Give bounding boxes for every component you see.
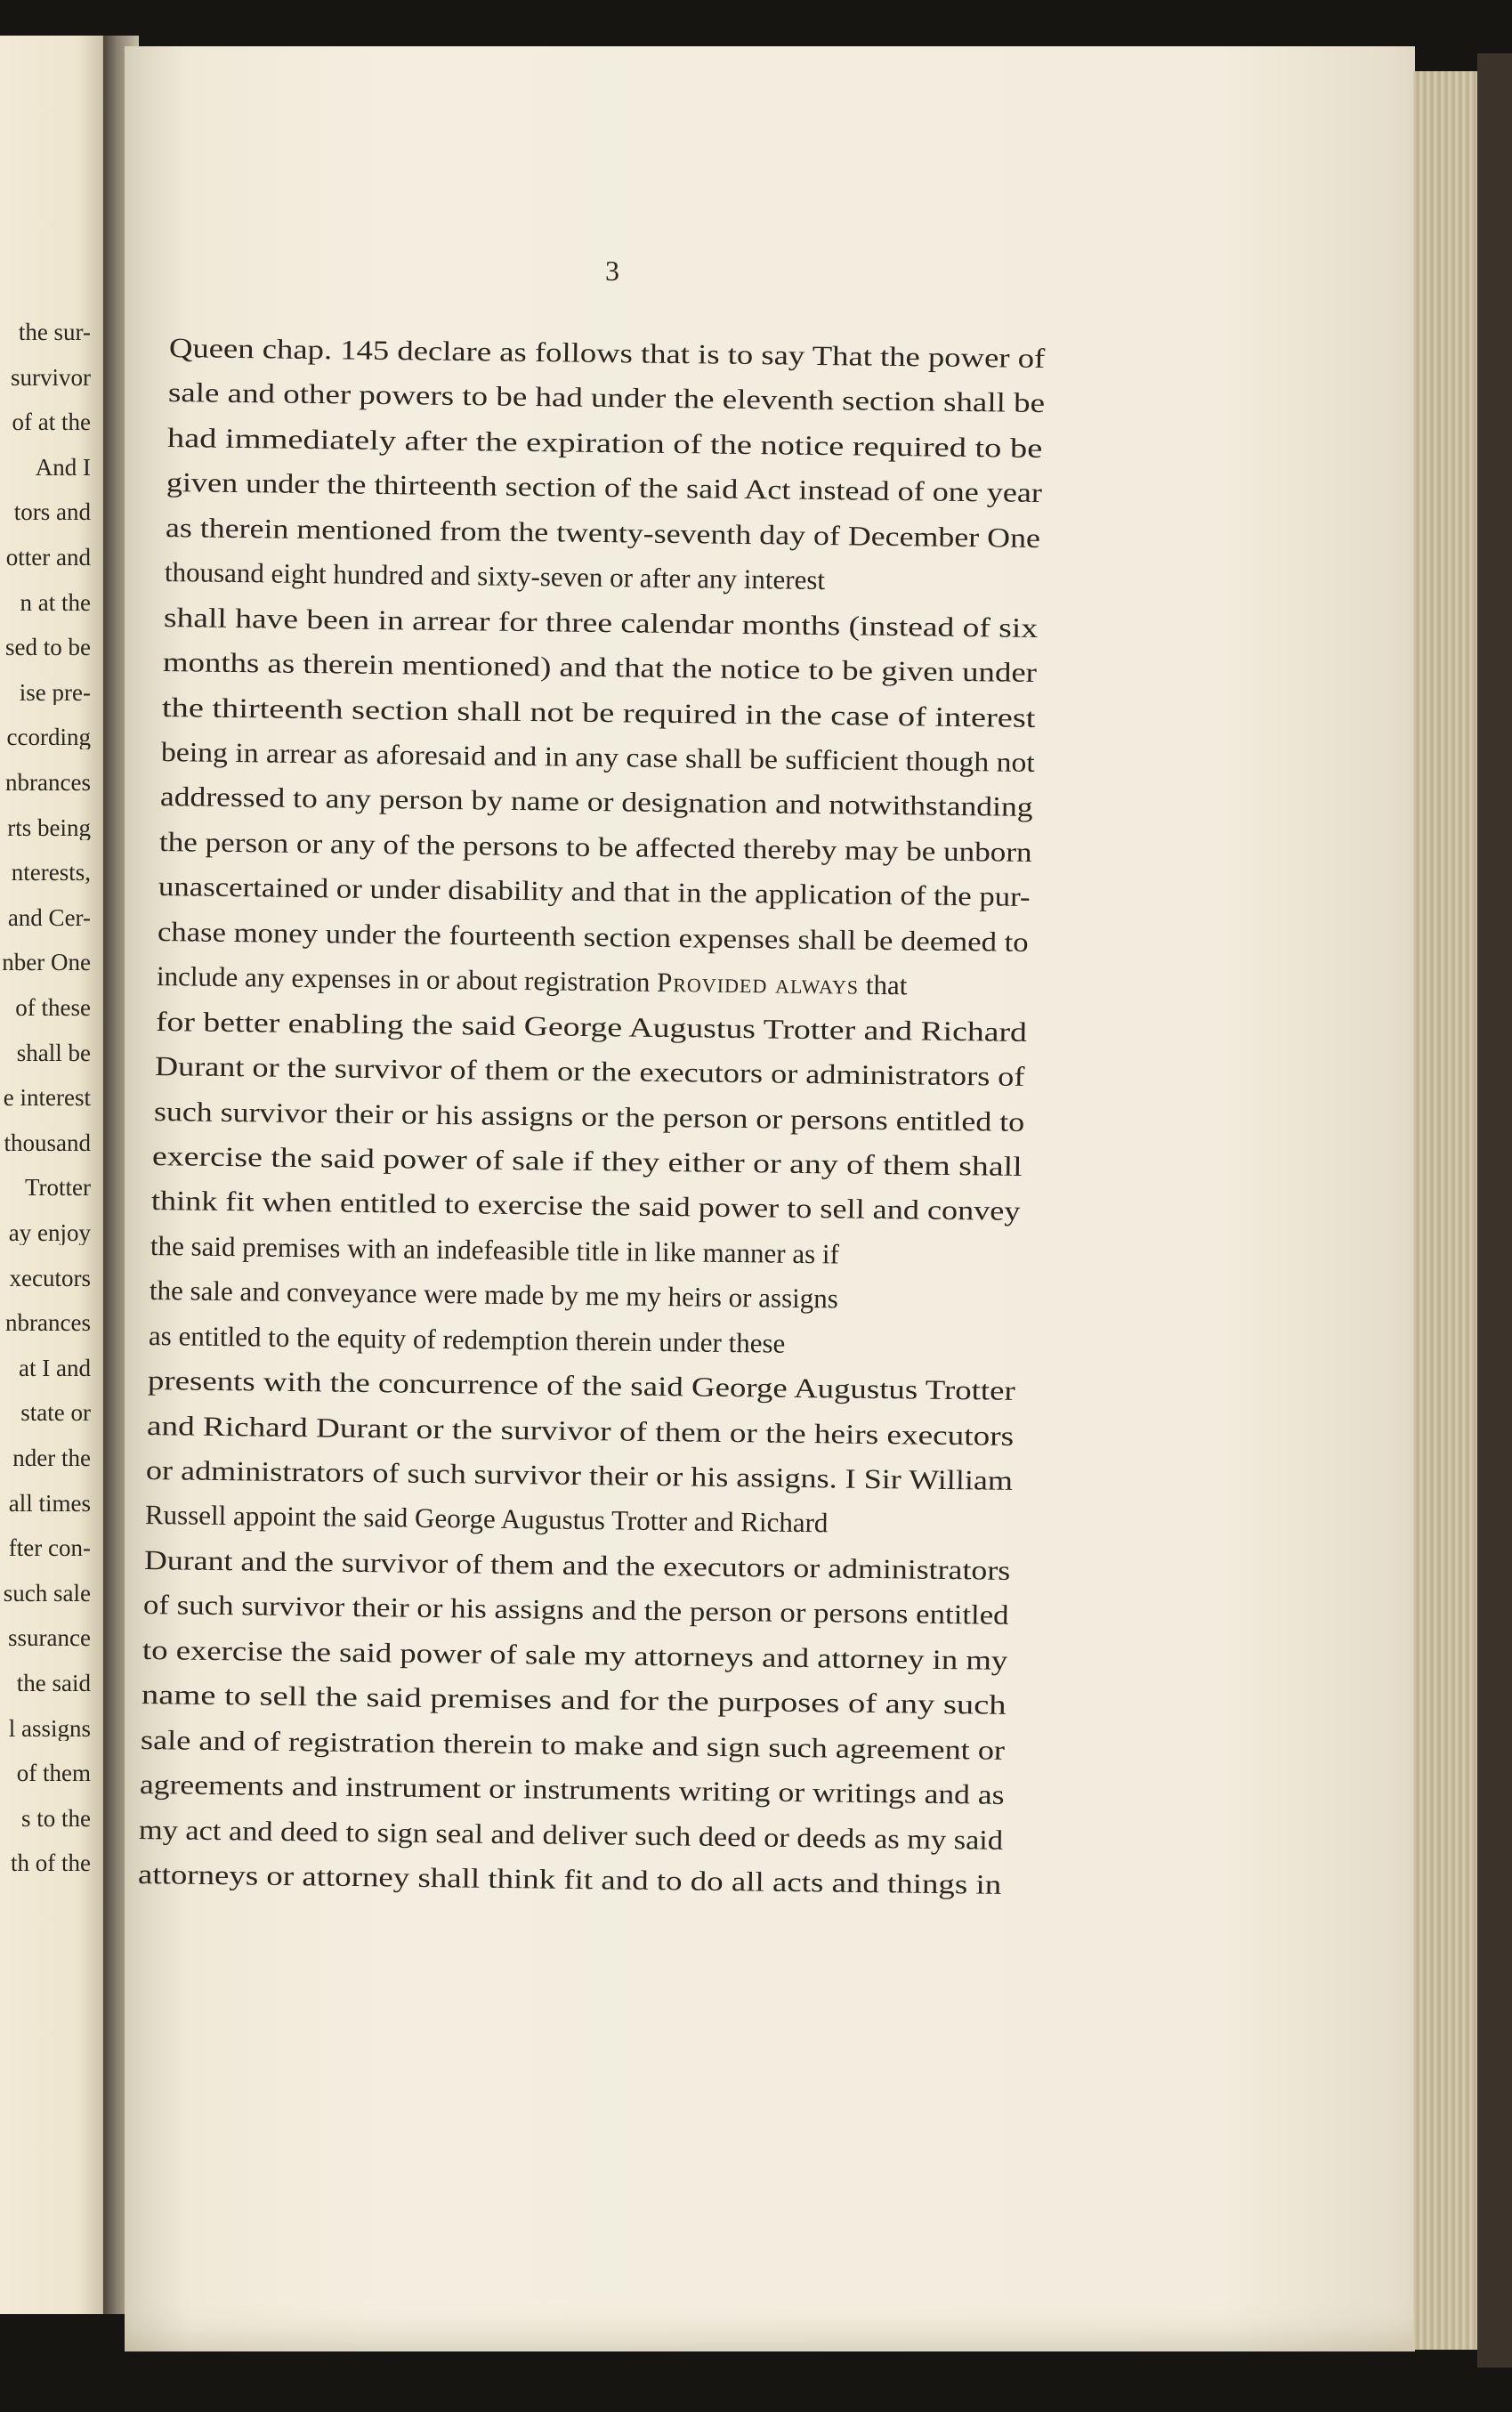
text-line-content: such survivor their or his assigns or the person or persons entitled to <box>153 1095 1024 1137</box>
left-page-line: sed to be <box>5 635 91 660</box>
left-page-line: rts being <box>7 815 91 840</box>
left-page-line: otter and <box>5 546 91 570</box>
text-line-content: Durant or the survivor of them or the executors or administrators of <box>154 1050 1025 1092</box>
left-page-line: such sale <box>3 1581 91 1606</box>
page-number: 3 <box>605 255 619 287</box>
text-line-content: Durant and the survivor of them and the executors or administrators <box>143 1543 1011 1586</box>
text-line-content: had immediately after the expiration of the notice required to be <box>166 421 1043 464</box>
left-page-line: fter con- <box>8 1536 91 1561</box>
text-line-content: unascertained or under disability and that in the application of the pur- <box>158 870 1031 913</box>
text-line-content: include any expenses in or about registration <box>156 960 651 998</box>
text-line-content: as entitled to the equity of redemption therein under these <box>149 1319 786 1359</box>
text-line-content: think fit when entitled to exercise the said power to sell and convey <box>151 1185 1022 1227</box>
text-line-content: agreements and instrument or instruments writing or writings and as <box>139 1769 1005 1810</box>
text-line-content: being in arrear as aforesaid and in any case shall be sufficient though not <box>160 735 1035 778</box>
text-line-content: addressed to any person by name or designation and notwithstanding <box>159 781 1033 823</box>
left-page-line: all times <box>8 1491 91 1516</box>
left-page-line: th of the <box>11 1851 91 1876</box>
left-page-line: ay enjoy <box>8 1221 91 1245</box>
left-page-line: xecutors <box>9 1266 91 1291</box>
text-line-content: attorneys or attorney shall think fit and to do all acts and things in <box>137 1858 1002 1900</box>
text-line-content: Queen chap. 145 declare as follows that is to say That the power of <box>168 332 1046 375</box>
text-line-content: thousand eight hundred and sixty-seven or after any interest <box>164 556 826 596</box>
text-line-content: to exercise the said power of sale my attorneys and attorney in my <box>141 1633 1008 1676</box>
text-line-content: of such survivor their or his assigns and the person or persons entitled <box>142 1589 1009 1631</box>
left-page-line: of at the <box>12 410 91 435</box>
text-line-content: Russell appoint the said George Augustus Trotter and Richard <box>145 1499 829 1539</box>
text-line-content: the said premises with an indefeasible title in like manner as if <box>150 1229 840 1270</box>
text-line-content: sale and other powers to be had under the eleventh section shall be <box>167 376 1046 419</box>
text-line-content: name to sell the said premises and for the purposes of any such <box>141 1679 1007 1721</box>
left-page-line: s to the <box>21 1806 91 1831</box>
text-line-content: the person or any of the persons to be affected thereby may be unborn <box>158 825 1032 868</box>
book-cover-edge <box>1477 53 1512 2367</box>
left-page-line: state or <box>20 1401 91 1426</box>
left-page-line: ise pre- <box>19 680 91 705</box>
left-page-line: survivor <box>11 365 91 390</box>
text-line-content: the sale and conveyance were made by me my heirs or assigns <box>150 1275 839 1315</box>
text-line-content: chase money under the fourteenth section expenses shall be deemed to <box>157 915 1029 958</box>
left-page-line: shall be <box>16 1040 91 1065</box>
text-line <box>165 558 825 594</box>
left-page-line: thousand <box>4 1130 91 1155</box>
left-page-line: the sur- <box>18 320 91 344</box>
left-page-line: ccording <box>6 725 91 750</box>
text-line-content: exercise the said power of sale if they either or any of them shall <box>152 1139 1023 1182</box>
text-line-content: or administrators of such survivor their or his assigns. I Sir William <box>146 1454 1014 1496</box>
left-page-line: ssurance <box>8 1626 91 1651</box>
provided-always-tail: that <box>858 968 908 1001</box>
text-line-content: months as therein mentioned) and that the notice to be given under <box>162 646 1037 689</box>
left-page-line: nber One <box>2 951 91 975</box>
left-page-line: n at the <box>20 590 91 615</box>
left-page-line: l assigns <box>8 1716 91 1741</box>
left-page-line: Trotter <box>24 1176 91 1201</box>
text-line-content: given under the thirteenth section of the said Act instead of one year <box>166 466 1043 509</box>
text-line-content: the thirteenth section shall not be required in the case of interest <box>161 691 1036 733</box>
text-line-content: for better enabling the said George Augustus Trotter and Richard <box>155 1005 1027 1048</box>
left-page-line: of them <box>16 1761 91 1786</box>
text-line-content: sale and of registration therein to make and sign such agreement or <box>140 1723 1006 1766</box>
left-page-line: nder the <box>12 1446 91 1470</box>
left-page-line: tors and <box>13 500 91 525</box>
text-line-content: shall have been in arrear for three calendar months (instead of six <box>163 601 1039 643</box>
left-page-line: nbrances <box>5 771 91 795</box>
text-line-content: and Richard Durant or the survivor of them or the heirs executors <box>147 1409 1015 1452</box>
left-page-line: nbrances <box>5 1311 91 1336</box>
text-line-content: presents with the concurrence of the said George Augustus Trotter <box>148 1364 1016 1407</box>
left-page-line: of these <box>15 996 91 1020</box>
left-page-line: and Cer- <box>7 905 91 930</box>
left-page-line: the said <box>16 1671 91 1696</box>
left-page-line: And I <box>35 455 91 480</box>
provided-always-small-caps: Provided always <box>656 967 859 1000</box>
text-line-content: my act and deed to sign seal and deliver such deed or deeds as my said <box>138 1813 1004 1856</box>
text-line-content: as therein mentioned from the twenty-seventh day of December One <box>165 511 1041 554</box>
left-page-line: e interest <box>3 1086 91 1111</box>
text-line <box>149 1319 786 1359</box>
left-page-line: at I and <box>19 1356 91 1380</box>
left-page-line: nterests, <box>11 861 91 886</box>
text-line <box>150 1229 840 1270</box>
